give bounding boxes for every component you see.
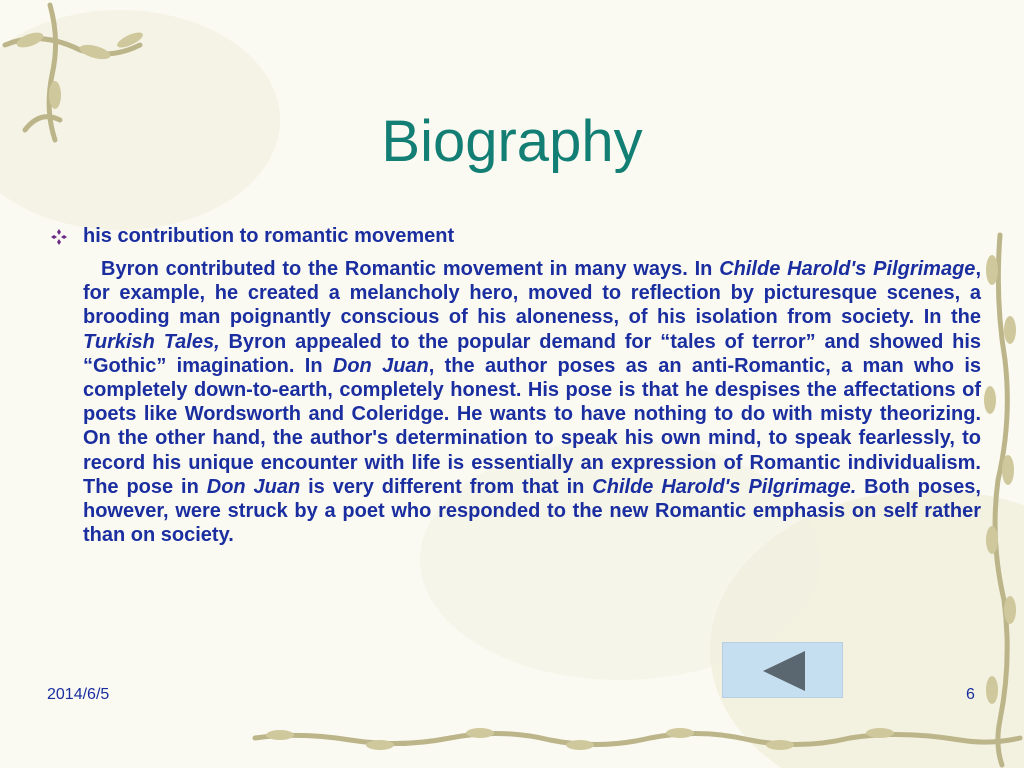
previous-slide-button[interactable] (722, 642, 843, 698)
text-run: Byron appealed to the popular demand for “tales of terror” and showed his “Gothic” imagination. In (83, 330, 982, 377)
italic-title-run: Don Juan (332, 354, 429, 377)
slide-number: 6 (966, 686, 975, 703)
back-arrow-icon (723, 643, 844, 699)
text-run: , the author poses as an anti-Romantic, a man who is completely down-to-earth, completely honest. His pose is that he despises the affectations of poets like Wordsworth and Coleridge. He wants to have nothing to do with misty theorizing. On the other hand, the author's determination to speak his own mind, to speak fearlessly, to record his unique encounter with life is essentially an expression of Romantic individualism. The pose in (83, 354, 981, 498)
italic-title-run: Childe Harold's Pilgrimage. (592, 475, 857, 498)
italic-title-run: Childe Harold's Pilgrimage (719, 258, 976, 280)
slide-title: Biography (381, 109, 643, 174)
body-paragraph (83, 257, 981, 547)
text-run: is very different from that in (300, 475, 593, 498)
text-run: Byron contributed to the Romantic movement in many ways. In (101, 258, 720, 280)
diamond-bullet-icon (50, 228, 68, 246)
bullet-heading: his contribution to romantic movement (83, 225, 455, 247)
text-run: Both poses, however, were struck by a poet who responded to the new Romantic emphasis on self rather than on society. (83, 475, 981, 547)
italic-title-run: Don Juan (206, 475, 301, 498)
italic-title-run: Turkish Tales, (83, 330, 220, 353)
text-run: , for example, he created a melancholy hero, moved to reflection by picturesque scenes, a brooding man poignantly conscious of his aloneness, of his isolation from society. In the (83, 258, 981, 329)
footer-date: 2014/6/5 (47, 686, 110, 703)
